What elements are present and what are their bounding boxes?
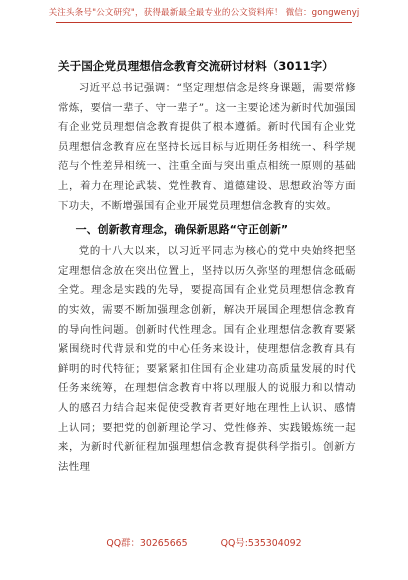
header-divider	[56, 22, 352, 23]
intro-paragraph: 习近平总书记强调：“坚定理想信念是终身课题，需要常修常炼，要信一辈子、守一辈子”。这一主要论述为新时代加强国有企业党员理想信念教育提供了根本遵循。新时代国有企业党员理想信念教育应在坚持长远目标与近期任务相统一、科学规范与个性差异相统一、注重全面与突出重点相统一原则的基础上，着力在理论武装、党性教育、道德建设、思想政治等方面下功夫，不断增强国有企业开展党员理想信念教育的实效。	[58, 82, 356, 212]
section-heading-1: 一、创新教育理念，确保新思路“守正创新”	[75, 223, 289, 237]
footer-qq-number: QQ号:535304092	[220, 538, 302, 549]
document-title: 关于国企党员理想信念教育交流研讨材料（3011字）	[58, 59, 334, 73]
footer-qq-group: QQ群：30265665	[106, 538, 188, 549]
footer-contact	[0, 535, 408, 549]
section-1-paragraph: 党的十八大以来，以习近平同志为核心的党中央始终把坚定理想信念放在突出位置上，坚持以历久弥坚的理想信念砥砺全党。理念是实践的先导，要提高国有企业党员理想信念教育的实效，需要不断加强理念创新，解决开展国企理想信念教育的导向性问题。创新时代性理念。国有企业理想信念教育要紧紧围绕时代背景和党的中心任务来设计，使理想信念教育具有鲜明的时代特征；要紧紧扣住国有企业建功高质量发展的时代任务来统筹，在理想信念教育中将以理服人的说服力和以情动人的感召力结合起来促使受教育者更好地在理性上认识、感情上认同；要把党的创新理论学习、党性修养、实践锻炼统一起来，为新时代新征程加强理想信念教育提供科学指引。创新方法性理	[58, 245, 356, 473]
document-body	[58, 58, 356, 477]
header-banner: 关注头条号"公文研究"，获得最新最全最专业的公文资料库！ 微信：gongwenyj	[48, 8, 360, 18]
